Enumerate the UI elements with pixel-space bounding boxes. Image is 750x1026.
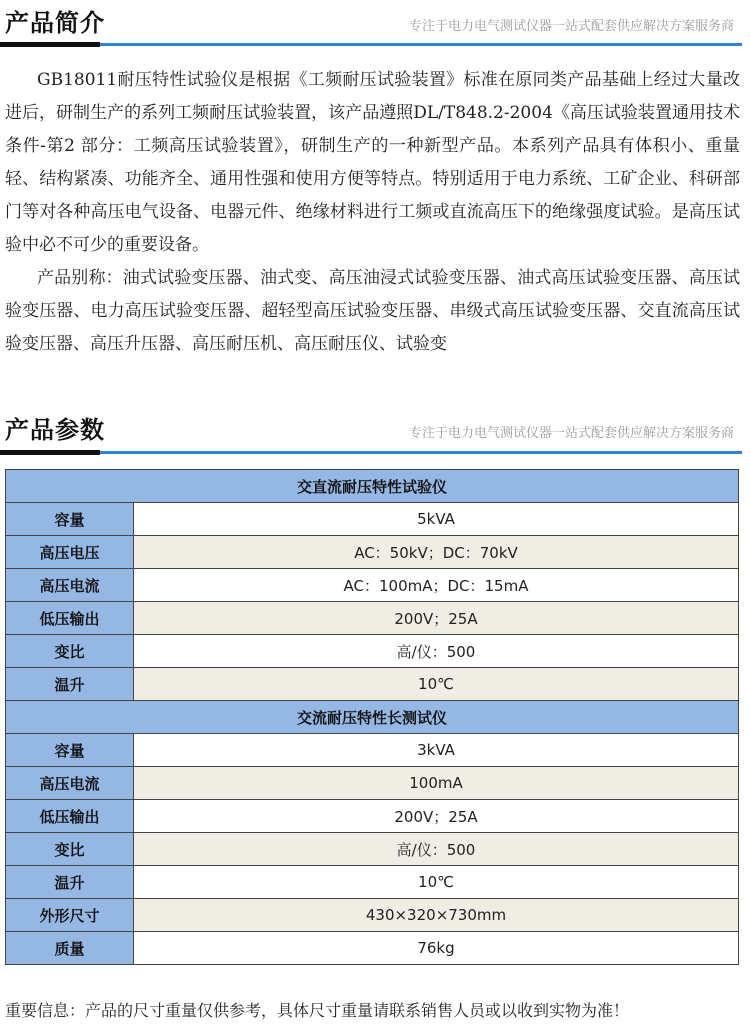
row-label: 容量 <box>6 503 134 536</box>
product-intro <box>5 64 740 361</box>
row-value: 3kVA <box>134 734 739 767</box>
row-value: 高/仪：500 <box>134 635 739 668</box>
row-label: 高压电流 <box>6 569 134 602</box>
row-value: 100mA <box>134 767 739 800</box>
row-label: 质量 <box>6 932 134 965</box>
row-value: 430×320×730mm <box>134 899 739 932</box>
row-value: 200V；25A <box>134 602 739 635</box>
intro-paragraph: GB18011耐压特性试验仪是根据《工频耐压试验装置》标准在原同类产品基础上经过大量改进后，研制生产的系列工频耐压试验装置，该产品遵照DL/T848.2-2004《高压试验装置通用技术条件-第2 部分：工频高压试验装置》，研制生产的一种新型产品。本系列产品具有体积小、重量轻、结构紧凑、功能齐全、通用性强和使用方便等特点。特别适用于电力系统、工矿企业、科研部门等对各种高压电气设备、电器元件、绝缘材料进行工频或直流高压下的绝缘强度试验。是高压试验中必不可少的重要设备。 <box>5 70 740 255</box>
row-label: 高压电流 <box>6 767 134 800</box>
row-label: 外形尺寸 <box>6 899 134 932</box>
row-label: 温升 <box>6 668 134 701</box>
table-row <box>6 800 739 833</box>
row-value: 10℃ <box>134 866 739 899</box>
table-row <box>6 833 739 866</box>
row-label: 低压输出 <box>6 800 134 833</box>
row-label: 容量 <box>6 734 134 767</box>
section-title: 产品参数 <box>5 416 105 444</box>
table-row <box>6 866 739 899</box>
table-group-header <box>6 470 739 503</box>
table-row <box>6 503 739 536</box>
row-value: AC：50kV；DC：70kV <box>134 536 739 569</box>
row-value: 高/仪：500 <box>134 833 739 866</box>
row-label: 变比 <box>6 635 134 668</box>
group-title: 交流耐压特性长测试仪 <box>6 701 739 734</box>
row-value: 200V；25A <box>134 800 739 833</box>
table-row <box>6 899 739 932</box>
table-row <box>6 932 739 965</box>
intro-aliases: 产品别称：油式试验变压器、油式变、高压油浸式试验变压器、油式高压试验变压器、高压试验变压器、电力高压试验变压器、超轻型高压试验变压器、串级式高压试验变压器、交直流高压试验变压器、高压升压器、高压耐压机、高压耐压仪、试验变 <box>5 268 740 354</box>
section-header-intro <box>0 3 750 47</box>
row-label: 高压电压 <box>6 536 134 569</box>
row-label: 低压输出 <box>6 602 134 635</box>
row-value: 5kVA <box>134 503 739 536</box>
table-group-header <box>6 701 739 734</box>
row-label: 变比 <box>6 833 134 866</box>
table-row <box>6 569 739 602</box>
table-row <box>6 767 739 800</box>
spec-table <box>5 469 739 965</box>
section-divider <box>0 43 742 46</box>
section-header-params <box>0 410 750 454</box>
table-row <box>6 734 739 767</box>
table-row <box>6 668 739 701</box>
row-value: AC：100mA；DC：15mA <box>134 569 739 602</box>
table-row <box>6 536 739 569</box>
section-tagline: 专注于电力电气测试仪器一站式配套供应解决方案服务商 <box>408 19 734 34</box>
row-value: 76kg <box>134 932 739 965</box>
section-title: 产品简介 <box>5 9 105 37</box>
table-row <box>6 635 739 668</box>
group-title: 交直流耐压特性试验仪 <box>6 470 739 503</box>
section-tagline: 专注于电力电气测试仪器一站式配套供应解决方案服务商 <box>408 426 734 441</box>
row-label: 温升 <box>6 866 134 899</box>
section-divider <box>0 451 742 454</box>
important-note: 重要信息：产品的尺寸重量仅供参考，具体尺寸重量请联系销售人员或以收到实物为准！ <box>5 1001 630 1020</box>
table-row <box>6 602 739 635</box>
row-value: 10℃ <box>134 668 739 701</box>
